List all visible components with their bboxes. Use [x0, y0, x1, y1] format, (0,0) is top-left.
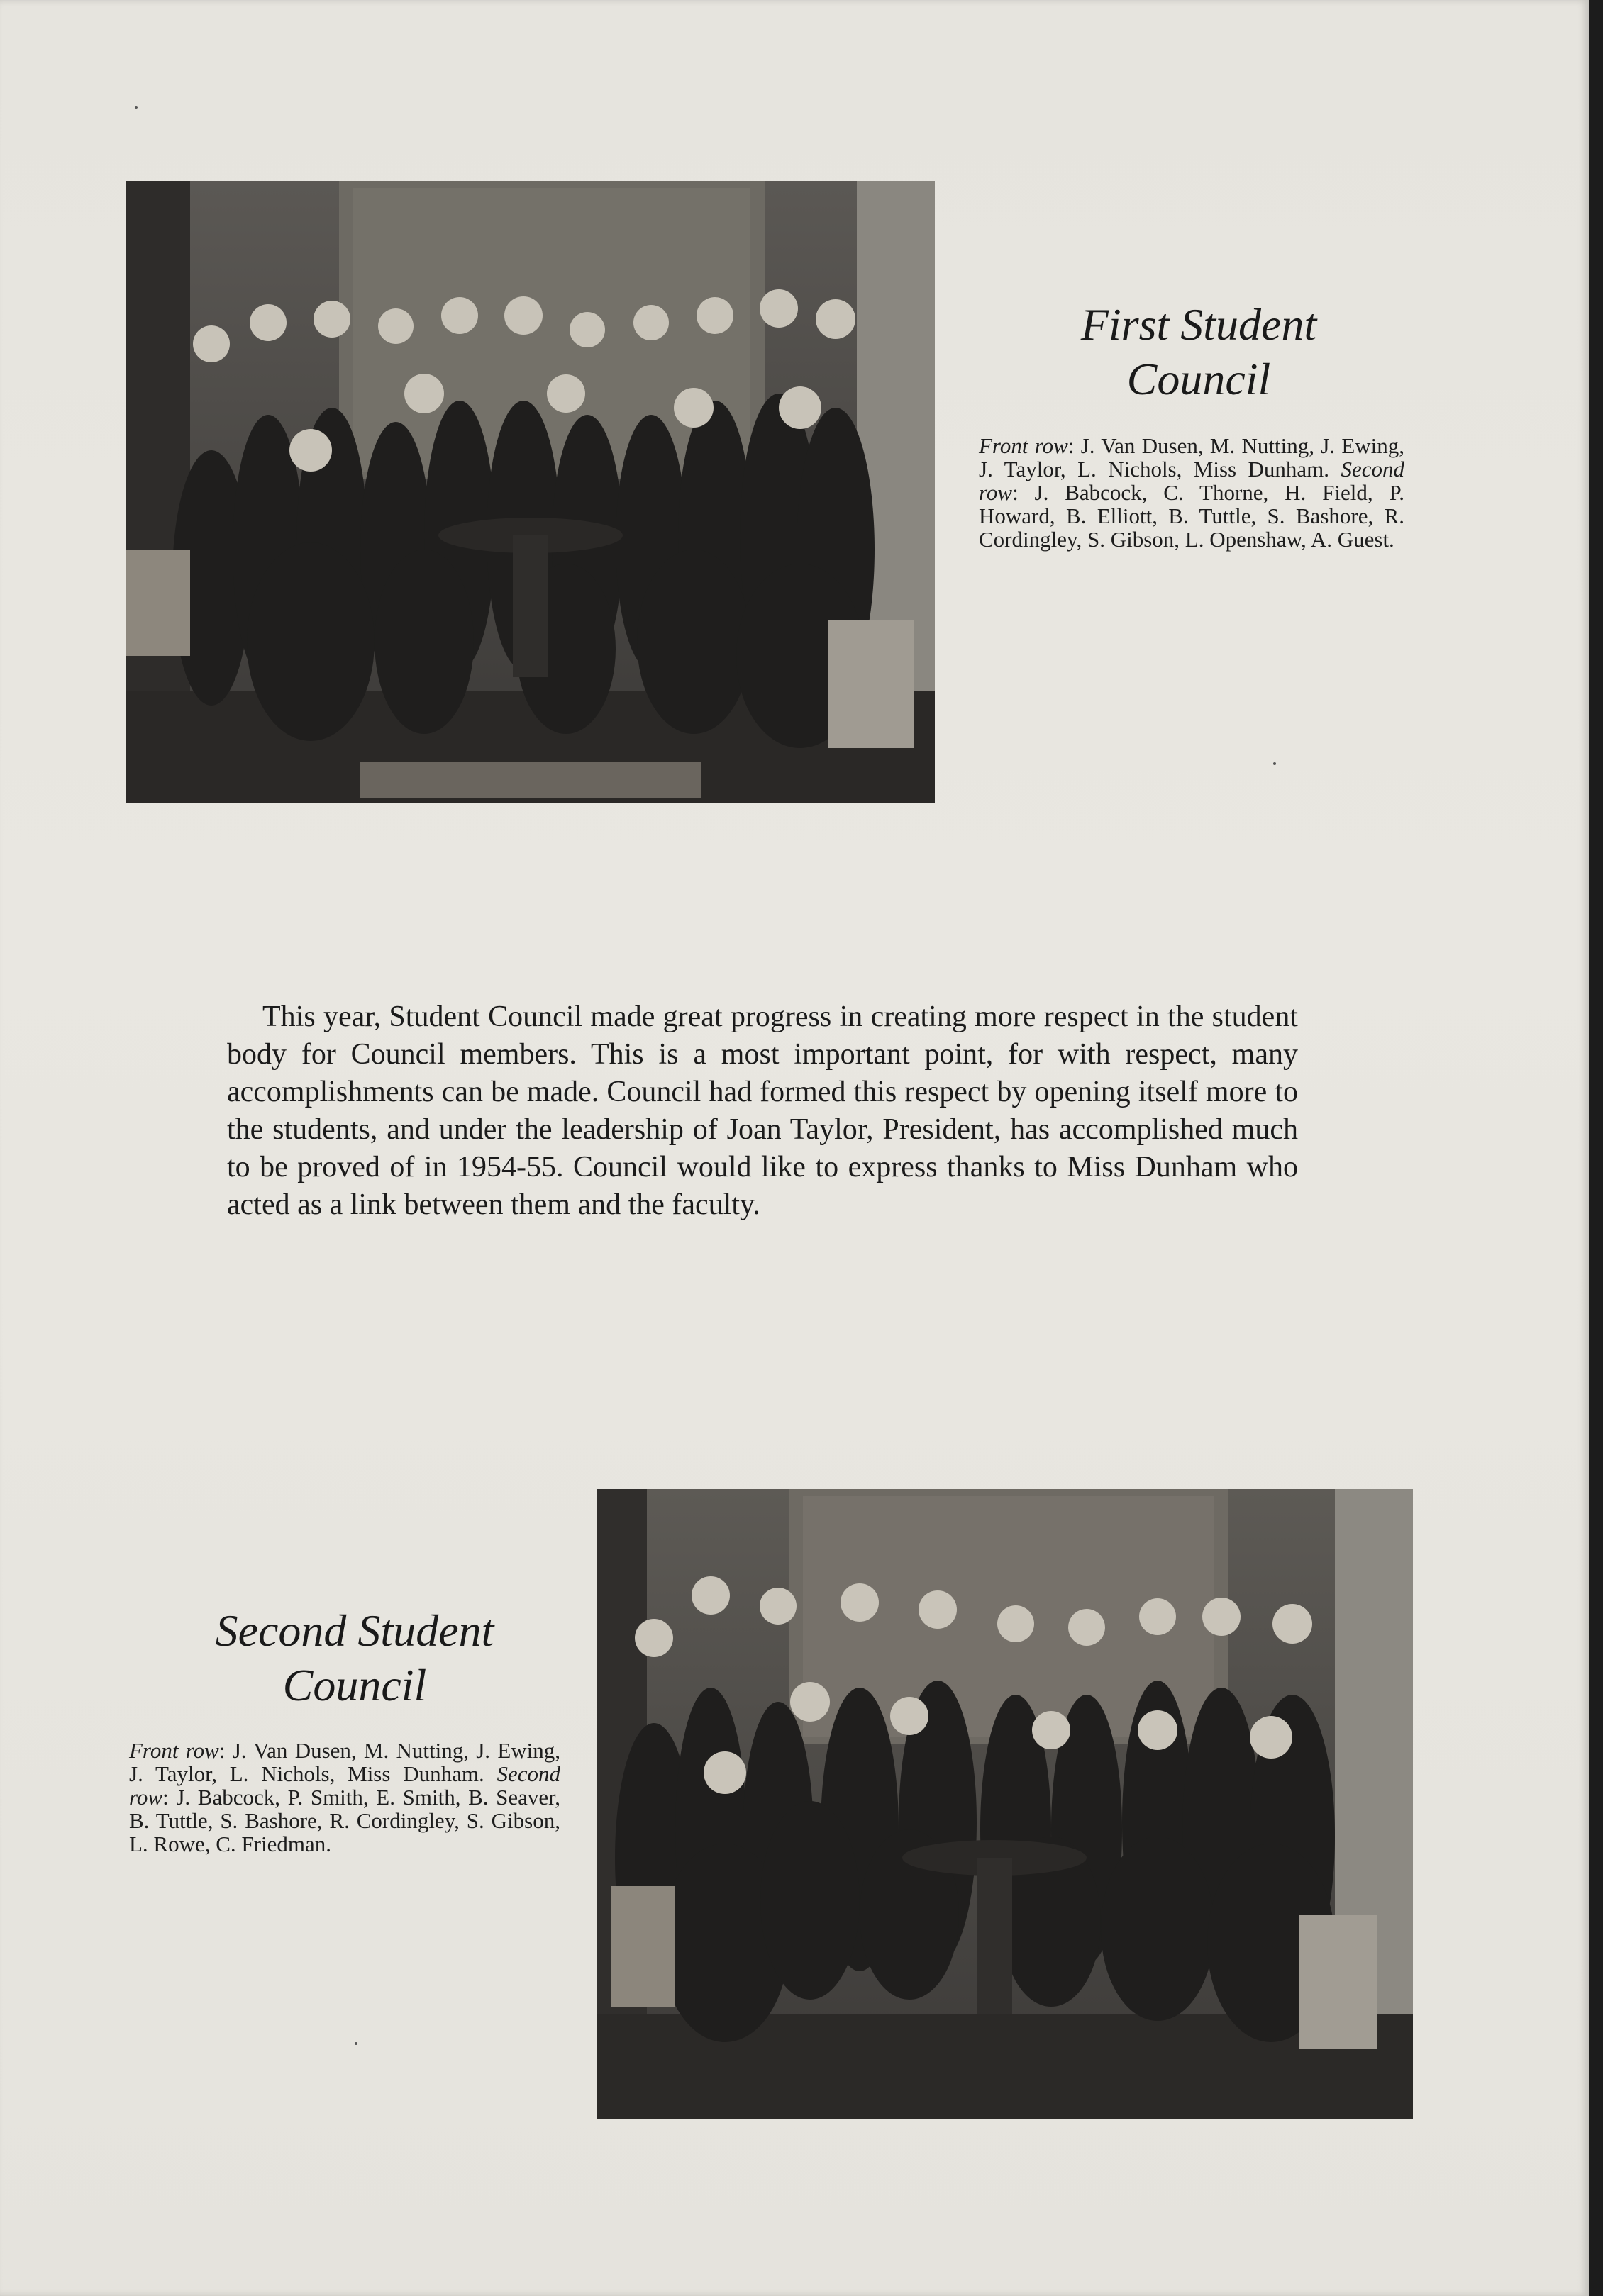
second-council-caption: [129, 1739, 560, 1856]
front-row-names: : J. Van Dusen, M. Nutting, J. Ewing, J. Taylor, L. Nichols, Miss Dunham.: [129, 1738, 561, 1786]
first-council-title: [979, 298, 1419, 407]
paper-speck: [355, 2042, 357, 2045]
group-photo-image: [126, 181, 935, 803]
group-photo-image: [597, 1489, 1413, 2119]
front-row-label: Front row: [129, 1738, 219, 1763]
first-council-caption: [979, 434, 1404, 551]
second-council-photo: [597, 1489, 1413, 2119]
first-council-photo: [126, 181, 935, 803]
first-council-title-line1: First Student: [1080, 299, 1317, 350]
first-council-title-line2: Council: [1126, 353, 1271, 404]
second-row-names: : J. Babcock, P. Smith, E. Smith, B. Seaver, B. Tuttle, S. Bashore, R. Cordingley, S. Gibson, L. Rowe, C. Friedman.: [129, 1785, 560, 1856]
second-row-label: Second row: [979, 457, 1404, 505]
front-row-label: Front row: [979, 433, 1068, 458]
second-row-names: : J. Babcock, C. Thorne, H. Field, P. Howard, B. Elliott, B. Tuttle, S. Bashore, R. Cordingley, S. Gibson, L. Openshaw, A. Guest.: [979, 480, 1404, 552]
second-council-title: [142, 1604, 567, 1713]
paper-speck: [1273, 762, 1276, 765]
body-paragraph: This year, Student Council made great progress in creating more respect in the student body for Council members. This is a most important point, for with respect, many accomplishments can be made. Council had formed this respect by opening itself more to the students, and under the leadership of Joan Taylor, President, has accomplished much to be proved of in 1954-55. Council would like to express thanks to Miss Dunham who acted as a link between them and the faculty.: [227, 1001, 1298, 1221]
second-council-title-line2: Council: [282, 1659, 427, 1710]
second-council-title-line1: Second Student: [215, 1605, 494, 1656]
second-row-label: Second row: [129, 1761, 560, 1810]
paper-speck: [135, 106, 138, 109]
front-row-names: : J. Van Dusen, M. Nutting, J. Ewing, J. Taylor, L. Nichols, Miss Dunham.: [979, 433, 1405, 481]
